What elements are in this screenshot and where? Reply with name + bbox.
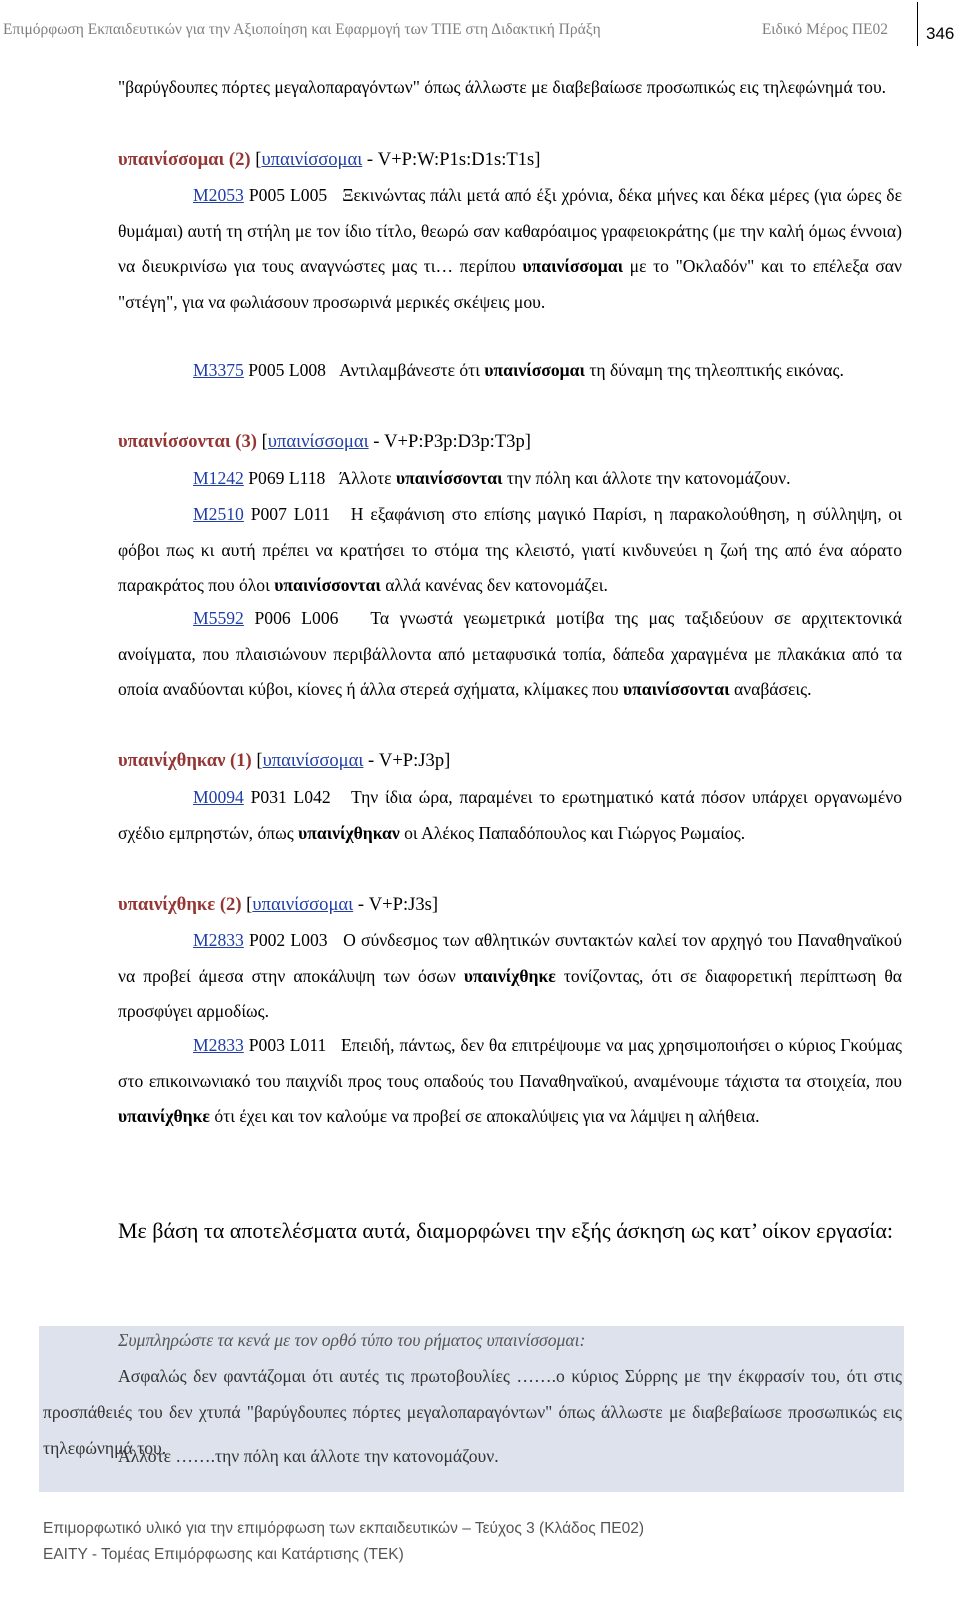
entry-form: υπαινίσσονται	[118, 431, 231, 452]
example-location: P005 L005	[248, 185, 328, 205]
lemma-link[interactable]: υπαινίσσομαι	[261, 149, 363, 170]
example-after: οι Αλέκος Παπαδόπουλος και Γιώργος Ρωμαίος.	[404, 822, 746, 843]
exercise-item: Ασφαλώς δεν φαντάζομαι ότι αυτές τις πρωτοβουλίες …….ο κύριος Σύρρης με την έκφρασίν του, ότι στις προσπάθειές του δεν χτυπά "βαρύγδουπες πόρτες μεγαλοπαραγόντων" όπως άλλωστε με διαβεβαίωσε προσωπικώς εις τηλεφώνημά του.	[43, 1366, 902, 1458]
entry-count: (1)	[230, 750, 252, 771]
header-section: Ειδικό Μέρος ΠΕ02	[761, 21, 888, 38]
entry-heading: υπαινίσσονται (3) [υπαινίσσομαι - V+P:P3p:D3p:T3p]	[118, 431, 531, 452]
entry-tag: V+P:J3p	[378, 750, 445, 771]
exercise-item: Άλλοτε …….την πόλη και άλλοτε την κατονομάζουν.	[118, 1446, 499, 1466]
example-before: Ξεκινώντας πάλι μετά από έξι χρόνια, δέκα μήνες και δέκα μέρες (για ώρες δε θυμάμαι) αυτή τη στήλη με τον ίδιο τίτλο, θεωρώ σαν καθαρόαιμος γραφειοκράτης (με την καλή όμως έννοια) να διευκρινίσω για τους αναγνώστες μας τι… περίπου	[118, 185, 902, 276]
example	[118, 1028, 902, 1135]
header-title: Επιμόρφωση Εκπαιδευτικών για την Αξιοποίηση και Εφαρμογή των ΤΠΕ στη Διδακτική Πράξη	[3, 21, 601, 38]
example-location: P005 L008	[248, 360, 326, 380]
example	[118, 497, 902, 604]
entry-tag: V+P:P3p:D3p:T3p	[384, 431, 525, 452]
header-divider	[917, 2, 918, 46]
example-before: Την ίδια ώρα, παραμένει το ερωτηματικό κατά πόσον υπάρχει οργανωμένο σχέδιο εμπρηστών, όπως	[118, 787, 902, 843]
entry-count: (3)	[235, 431, 257, 452]
reference-link[interactable]: M2833	[193, 1035, 244, 1055]
example	[118, 461, 902, 497]
example	[118, 178, 902, 320]
example	[118, 601, 902, 708]
entry-count: (2)	[219, 894, 242, 915]
example	[118, 780, 902, 851]
lemma-link[interactable]: υπαινίσσομαι	[262, 750, 364, 771]
footer-line-1: Επιμορφωτικό υλικό για την επιμόρφωση των εκπαιδευτικών – Τεύχος 3 (Κλάδος ΠΕ02)	[43, 1520, 644, 1537]
exercise-box	[39, 1326, 904, 1492]
example-before: Η εξαφάνιση στο επίσης μαγικό Παρίσι, η παρακολούθηση, η σύλληψη, οι φόβοι πως κι αυτή πρέπει να κρατήσει το στόμα της κλειστό, γιατί κινδυνεύει η ζωή της από ένα αόρατο παρακράτος που όλοι	[118, 504, 902, 595]
entry-count: (2)	[228, 149, 251, 170]
example-after: με το "Οκλαδόν" και το επέλεξα σαν "στέγη", για να φωλιάσουν προσωρινά μερικές σκέψεις μου.	[118, 256, 902, 312]
example-location: P069 L118	[248, 468, 326, 488]
lemma-link[interactable]: υπαινίσσομαι	[267, 431, 369, 452]
example-before: Άλλοτε	[338, 468, 392, 488]
example-after: αναβάσεις.	[733, 679, 812, 699]
example	[118, 353, 902, 389]
page-header	[0, 0, 960, 60]
example-after: την πόλη και άλλοτε την κατονομάζουν.	[506, 468, 791, 488]
example-before: Επειδή, πάντως, δεν θα επιτρέψουμε να μας χρησιμοποιήσει ο κύριος Γκούμας στο επικοινωνιακό του παιχνίδι προς τους οπαδούς του Παναθηναϊκού, αναμένουμε τάχιστα τα στοιχεία, που	[118, 1035, 903, 1091]
reference-link[interactable]: M0094	[193, 787, 244, 807]
example-location: P002 L003	[249, 930, 328, 950]
example-location: P031 L042	[250, 787, 331, 807]
example-keyword: υπαινίσσονται	[623, 679, 730, 699]
page-number: 346	[926, 24, 955, 43]
example-after: αλλά κανένας δεν κατονομάζει.	[385, 575, 608, 595]
continuation-text: "βαρύγδουπες πόρτες μεγαλοπαραγόντων" όπως άλλωστε με διαβεβαίωσε προσωπικώς εις τηλεφώνημά του.	[118, 77, 887, 97]
example-after: ότι έχει και τον καλούμε να προβεί σε αποκαλύψεις για να λάμψει η αλήθεια.	[214, 1106, 760, 1126]
example-location: P007 L011	[250, 504, 331, 524]
exercise-intro: Με βάση τα αποτελέσματα αυτά, διαμορφώνει την εξής άσκηση ως κατ’ οίκον εργασία:	[118, 1218, 893, 1243]
lemma-link[interactable]: υπαινίσσομαι	[252, 894, 354, 915]
reference-link[interactable]: M2510	[193, 504, 244, 524]
example-before: Αντιλαμβάνεστε ότι	[339, 360, 480, 380]
example-keyword: υπαινίχθηκε	[463, 965, 556, 986]
entry-heading: υπαινίχθηκε (2) [υπαινίσσομαι - V+P:J3s]	[118, 894, 439, 915]
reference-link[interactable]: M2833	[193, 930, 244, 950]
entry-form: υπαινίχθηκαν	[118, 750, 226, 771]
example	[118, 923, 902, 1030]
example-keyword: υπαινίχθηκαν	[298, 822, 400, 843]
example-keyword: υπαινίσσονται	[395, 468, 503, 488]
entry-heading: υπαινίσσομαι (2) [υπαινίσσομαι - V+P:W:P1s:D1s:T1s]	[118, 149, 541, 170]
example-before: Τα γνωστά γεωμετρικά μοτίβα της μας ταξιδεύουν σε αρχιτεκτονικά ανοίγματα, που πλαισιώνουν περιβάλλοντα από μεταφυσικά τοπία, δάπεδα χαραγμένα με πλακάκια από τα οποία αναδύονται κύβοι, κίονες ή άλλα στερεά σχήματα, κλίμακες που	[118, 608, 903, 699]
footer-line-2: ΕΑΙΤΥ - Τομέας Επιμόρφωσης και Κατάρτισης (ΤΕΚ)	[43, 1546, 404, 1563]
example-location: P006 L006	[254, 608, 339, 628]
entry-form: υπαινίσσομαι	[118, 149, 225, 170]
exercise-instruction: Συμπληρώστε τα κενά με τον ορθό τύπο του ρήματος υπαινίσσομαι:	[118, 1330, 586, 1350]
entry-form: υπαινίχθηκε	[118, 894, 216, 915]
reference-link[interactable]: M1242	[193, 468, 244, 488]
example-keyword: υπαινίσσονται	[274, 575, 381, 595]
entry-heading: υπαινίχθηκαν (1) [υπαινίσσομαι - V+P:J3p]	[118, 750, 451, 771]
reference-link[interactable]: M2053	[193, 185, 244, 205]
reference-link[interactable]: M3375	[193, 360, 244, 380]
example-keyword: υπαινίχθηκε	[118, 1106, 210, 1126]
example-after: τη δύναμη της τηλεοπτικής εικόνας.	[589, 360, 844, 380]
example-after: τονίζοντας, ότι σε διαφορετική περίπτωση θα προσφύγει αρμοδίως.	[118, 965, 902, 1021]
example-location: P003 L011	[248, 1035, 327, 1055]
reference-link[interactable]: M5592	[193, 608, 244, 628]
example-before: Ο σύνδεσμος των αθλητικών συντακτών καλεί τον αρχηγό του Παναθηναϊκού να προβεί άμεσα στην αποκάλυψη των όσων	[118, 930, 903, 986]
entry-tag: V+P:J3s	[368, 894, 432, 915]
entry-tag: V+P:W:P1s:D1s:T1s	[377, 149, 535, 170]
example-keyword: υπαινίσσομαι	[484, 360, 585, 380]
example-keyword: υπαινίσσομαι	[522, 256, 624, 276]
